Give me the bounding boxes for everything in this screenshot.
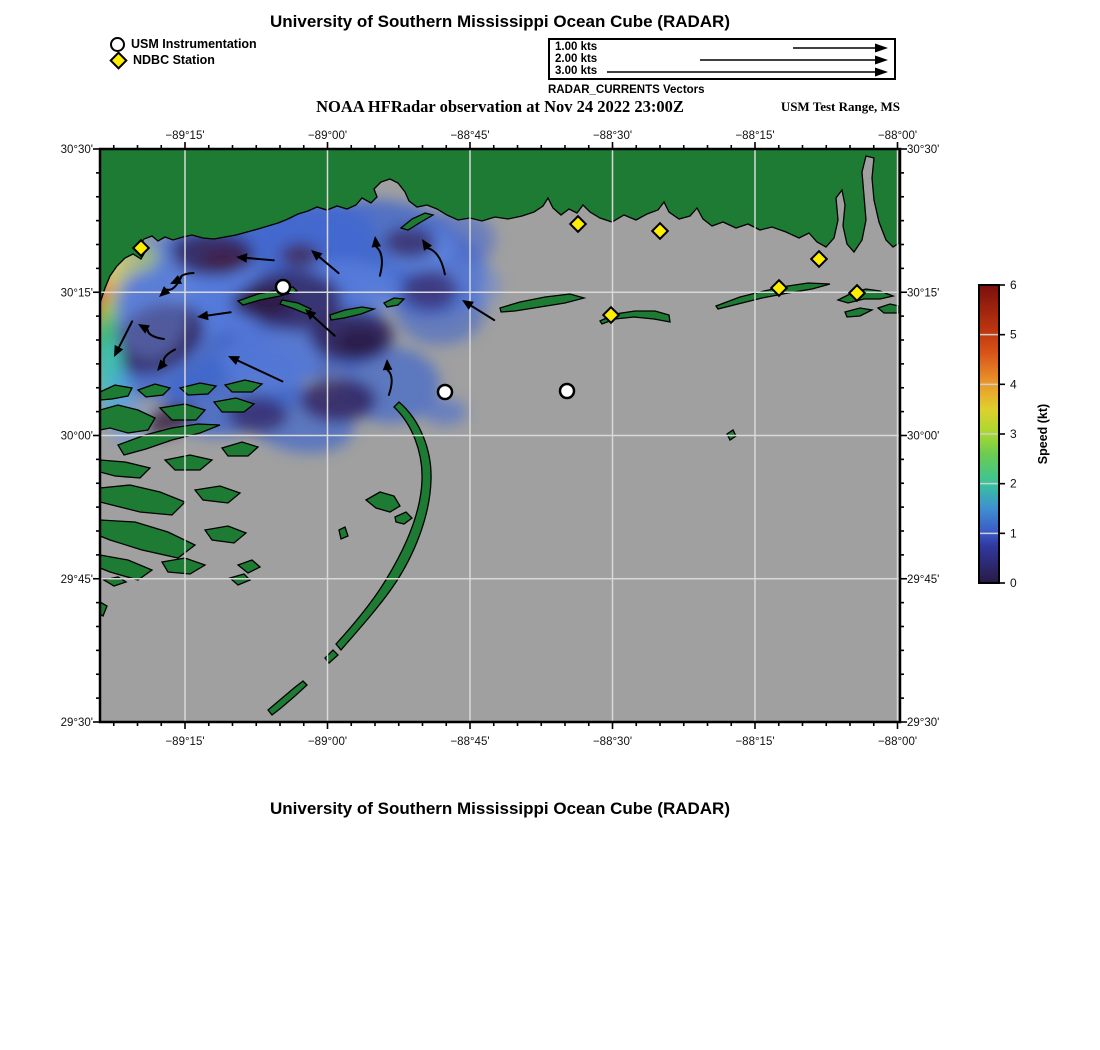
colorbar-tick-label: 5 [1010, 327, 1017, 342]
bottom-title: University of Southern Mississippi Ocean Cube (RADAR) [269, 799, 730, 818]
colorbar-tick-label: 6 [1010, 278, 1017, 292]
axis-tick-label: −88°30' [592, 736, 633, 748]
axis-tick-label: −88°45' [450, 130, 490, 142]
axis-tick-label: 30°00' [60, 430, 93, 443]
axis-tick-label: −88°30' [592, 130, 633, 142]
axis-tick-label: −88°15' [735, 736, 775, 748]
page-title: University of Southern Mississippi Ocean Cube (RADAR) [269, 12, 730, 31]
vector-scale-label-3: 3.00 kts [555, 65, 598, 77]
axis-tick-label: −89°00' [307, 130, 348, 142]
vector-scale-caption: RADAR_CURRENTS Vectors [548, 84, 705, 96]
axis-tick-label: −88°45' [450, 736, 490, 748]
legend-label-ndbc: NDBC Station [133, 53, 215, 67]
axis-tick-label: 29°45' [60, 573, 93, 586]
usm-instrumentation-marker [276, 280, 290, 294]
axis-tick-label: 30°30' [907, 144, 940, 156]
colorbar-title: Speed (kt) [1036, 403, 1050, 465]
colorbar-tick-label: 2 [1010, 476, 1017, 491]
colorbar [979, 278, 1050, 590]
vector-scale-label-1: 1.00 kts [555, 41, 598, 53]
axis-tick-label: 29°30' [60, 717, 93, 729]
axis-tick-label: 29°30' [907, 717, 940, 729]
axis-tick-label: 29°45' [907, 573, 940, 586]
colorbar-tick-label: 4 [1010, 377, 1017, 392]
usm-instrumentation-marker [560, 384, 574, 398]
axis-tick-label: −88°00' [877, 130, 918, 142]
axis-tick-label: 30°30' [60, 144, 93, 156]
axis-tick-label: −89°15' [165, 736, 205, 748]
legend-label-usm: USM Instrumentation [131, 37, 257, 51]
vector-scale-label-2: 2.00 kts [555, 53, 598, 65]
axis-tick-label: −88°15' [735, 130, 775, 142]
colorbar-tick-label: 1 [1010, 526, 1017, 541]
axis-tick-label: −88°00' [877, 736, 918, 748]
range-label: USM Test Range, MS [780, 99, 900, 114]
observation-subtitle: NOAA HFRadar observation at Nov 24 2022 23:00Z [316, 97, 684, 116]
axis-tick-label: 30°15' [907, 287, 940, 300]
axis-tick-label: 30°15' [60, 287, 93, 300]
axis-tick-label: −89°00' [307, 736, 348, 748]
axis-tick-label: 30°00' [907, 430, 940, 443]
usm-instrumentation-marker [438, 385, 452, 399]
colorbar-tick-label: 0 [1010, 576, 1017, 590]
colorbar-tick-label: 3 [1010, 427, 1017, 441]
axis-tick-label: −89°15' [165, 130, 205, 142]
